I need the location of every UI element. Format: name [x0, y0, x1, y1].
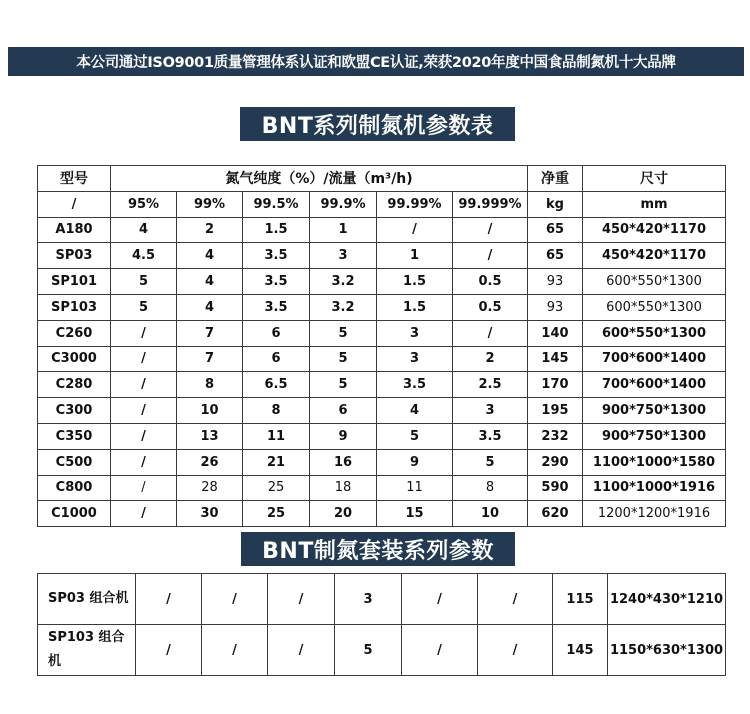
model-cell: SP03: [38, 243, 111, 269]
model-cell: C280: [38, 372, 111, 398]
model-cell: SP03 组合机: [38, 574, 136, 625]
table-cell: 5: [111, 294, 177, 320]
table-cell: 8: [243, 398, 310, 424]
table-cell: /: [202, 574, 268, 625]
table-cell: 7: [177, 320, 243, 346]
table-cell: 7: [177, 346, 243, 372]
unit-cell: kg: [528, 191, 583, 217]
table-cell: /: [377, 217, 453, 243]
table-cell: 65: [528, 243, 583, 269]
table-cell: /: [453, 320, 528, 346]
unit-cell: mm: [583, 191, 726, 217]
table-cell: 4: [111, 217, 177, 243]
table-cell: 5: [310, 372, 377, 398]
table-cell: 3: [377, 346, 453, 372]
set-table-title: BNT制氮套装系列参数: [241, 532, 515, 566]
table-cell: 145: [528, 346, 583, 372]
table-cell: 1: [310, 217, 377, 243]
table-cell: 1.5: [377, 294, 453, 320]
model-cell: SP103: [38, 294, 111, 320]
table-cell: /: [111, 449, 177, 475]
table-cell: 4: [177, 243, 243, 269]
table-cell: /: [111, 475, 177, 501]
table-cell: 0.5: [453, 269, 528, 295]
table-cell: 3.5: [453, 423, 528, 449]
table-cell: 3: [377, 320, 453, 346]
table-cell: 93: [528, 269, 583, 295]
table-cell: 4: [177, 269, 243, 295]
table-cell: 8: [453, 475, 528, 501]
table-cell: 900*750*1300: [583, 423, 726, 449]
table-cell: 13: [177, 423, 243, 449]
table-row: [38, 398, 726, 424]
table-cell: /: [402, 574, 478, 625]
table-cell: 900*750*1300: [583, 398, 726, 424]
table-cell: 195: [528, 398, 583, 424]
table-cell: 115: [553, 574, 608, 625]
table-cell: 5: [377, 423, 453, 449]
table-cell: 600*550*1300: [583, 294, 726, 320]
unit-cell: 99.999%: [453, 191, 528, 217]
table-cell: 3.5: [243, 294, 310, 320]
unit-cell: /: [38, 191, 111, 217]
model-cell: C1000: [38, 501, 111, 527]
table-cell: /: [136, 625, 202, 676]
table-cell: 4: [377, 398, 453, 424]
table-cell: 145: [553, 625, 608, 676]
unit-cell: 95%: [111, 191, 177, 217]
table-cell: 450*420*1170: [583, 243, 726, 269]
table-cell: 18: [310, 475, 377, 501]
table-cell: 590: [528, 475, 583, 501]
table-cell: 2.5: [453, 372, 528, 398]
table-cell: 1150*630*1300: [608, 625, 726, 676]
table-cell: 30: [177, 501, 243, 527]
table-row: [38, 243, 726, 269]
table-cell: /: [453, 217, 528, 243]
table-row: [38, 475, 726, 501]
table-cell: 0.5: [453, 294, 528, 320]
table-cell: 16: [310, 449, 377, 475]
table-cell: 1100*1000*1916: [583, 475, 726, 501]
model-cell: C350: [38, 423, 111, 449]
table-cell: 3: [335, 574, 402, 625]
table-cell: 1: [377, 243, 453, 269]
table-cell: 3.2: [310, 294, 377, 320]
units-row: [38, 191, 726, 217]
table-cell: 28: [177, 475, 243, 501]
header-size: 尺寸: [583, 166, 726, 192]
table-row: [38, 423, 726, 449]
table-cell: 4: [177, 294, 243, 320]
unit-cell: 99%: [177, 191, 243, 217]
table-cell: 1200*1200*1916: [583, 501, 726, 527]
table-cell: 11: [243, 423, 310, 449]
table-cell: /: [136, 574, 202, 625]
unit-cell: 99.9%: [310, 191, 377, 217]
table-cell: 620: [528, 501, 583, 527]
table-row: [38, 625, 726, 676]
table-cell: /: [111, 346, 177, 372]
table-cell: /: [402, 625, 478, 676]
table-cell: 3.5: [377, 372, 453, 398]
table-cell: /: [111, 320, 177, 346]
table-cell: 3: [453, 398, 528, 424]
table-cell: 5: [310, 346, 377, 372]
model-cell: C800: [38, 475, 111, 501]
table-row: [38, 320, 726, 346]
table-cell: 21: [243, 449, 310, 475]
table-cell: /: [478, 625, 553, 676]
table-cell: /: [111, 423, 177, 449]
table-cell: 5: [335, 625, 402, 676]
table-cell: 3.2: [310, 269, 377, 295]
table-cell: 5: [453, 449, 528, 475]
table-cell: 232: [528, 423, 583, 449]
table-cell: /: [268, 625, 335, 676]
table-cell: 140: [528, 320, 583, 346]
table-cell: 600*550*1300: [583, 269, 726, 295]
table-cell: 700*600*1400: [583, 372, 726, 398]
table-cell: 9: [310, 423, 377, 449]
table-row: [38, 449, 726, 475]
table-cell: 15: [377, 501, 453, 527]
table-cell: 1240*430*1210: [608, 574, 726, 625]
table-cell: 9: [377, 449, 453, 475]
table-row: [38, 372, 726, 398]
table-cell: 6: [310, 398, 377, 424]
spec-table: [37, 165, 726, 527]
table-cell: 3.5: [243, 269, 310, 295]
table-cell: 1100*1000*1580: [583, 449, 726, 475]
table-cell: /: [453, 243, 528, 269]
table-cell: /: [111, 398, 177, 424]
table-cell: /: [111, 501, 177, 527]
table-cell: 65: [528, 217, 583, 243]
table-cell: 700*600*1400: [583, 346, 726, 372]
certification-banner: 本公司通过ISO9001质量管理体系认证和欧盟CE认证,荣获2020年度中国食品制氮机十大品牌: [8, 47, 744, 76]
table-cell: 10: [453, 501, 528, 527]
table-cell: 290: [528, 449, 583, 475]
table-row: [38, 574, 726, 625]
table-cell: /: [478, 574, 553, 625]
model-cell: C3000: [38, 346, 111, 372]
table-cell: 450*420*1170: [583, 217, 726, 243]
table-cell: /: [202, 625, 268, 676]
table-row: [38, 346, 726, 372]
model-cell: C300: [38, 398, 111, 424]
table-cell: 5: [310, 320, 377, 346]
table-cell: 2: [453, 346, 528, 372]
table-cell: 1.5: [377, 269, 453, 295]
table-cell: 170: [528, 372, 583, 398]
set-table: [37, 573, 726, 676]
table-cell: 5: [111, 269, 177, 295]
header-weight: 净重: [528, 166, 583, 192]
model-cell: C500: [38, 449, 111, 475]
table-cell: 3: [310, 243, 377, 269]
table-cell: 25: [243, 501, 310, 527]
model-cell: A180: [38, 217, 111, 243]
table-cell: 3.5: [243, 243, 310, 269]
table-cell: 8: [177, 372, 243, 398]
model-cell: C260: [38, 320, 111, 346]
table-cell: 26: [177, 449, 243, 475]
unit-cell: 99.5%: [243, 191, 310, 217]
table-cell: 6.5: [243, 372, 310, 398]
table-row: [38, 217, 726, 243]
table-cell: 93: [528, 294, 583, 320]
table-cell: 6: [243, 346, 310, 372]
header-model: 型号: [38, 166, 111, 192]
table-cell: /: [111, 372, 177, 398]
table-cell: 4.5: [111, 243, 177, 269]
model-cell: SP101: [38, 269, 111, 295]
table-cell: /: [268, 574, 335, 625]
table-cell: 1.5: [243, 217, 310, 243]
spec-table-title: BNT系列制氮机参数表: [240, 107, 515, 141]
table-cell: 600*550*1300: [583, 320, 726, 346]
table-cell: 10: [177, 398, 243, 424]
table-row: [38, 294, 726, 320]
table-cell: 6: [243, 320, 310, 346]
table-row: [38, 269, 726, 295]
unit-cell: 99.99%: [377, 191, 453, 217]
model-cell: SP103 组合机: [38, 625, 136, 676]
table-cell: 11: [377, 475, 453, 501]
header-purity-flow: 氮气纯度（%）/流量（m³/h): [111, 166, 528, 192]
table-row: [38, 501, 726, 527]
table-cell: 2: [177, 217, 243, 243]
table-cell: 25: [243, 475, 310, 501]
header-row: [38, 166, 726, 192]
table-cell: 20: [310, 501, 377, 527]
